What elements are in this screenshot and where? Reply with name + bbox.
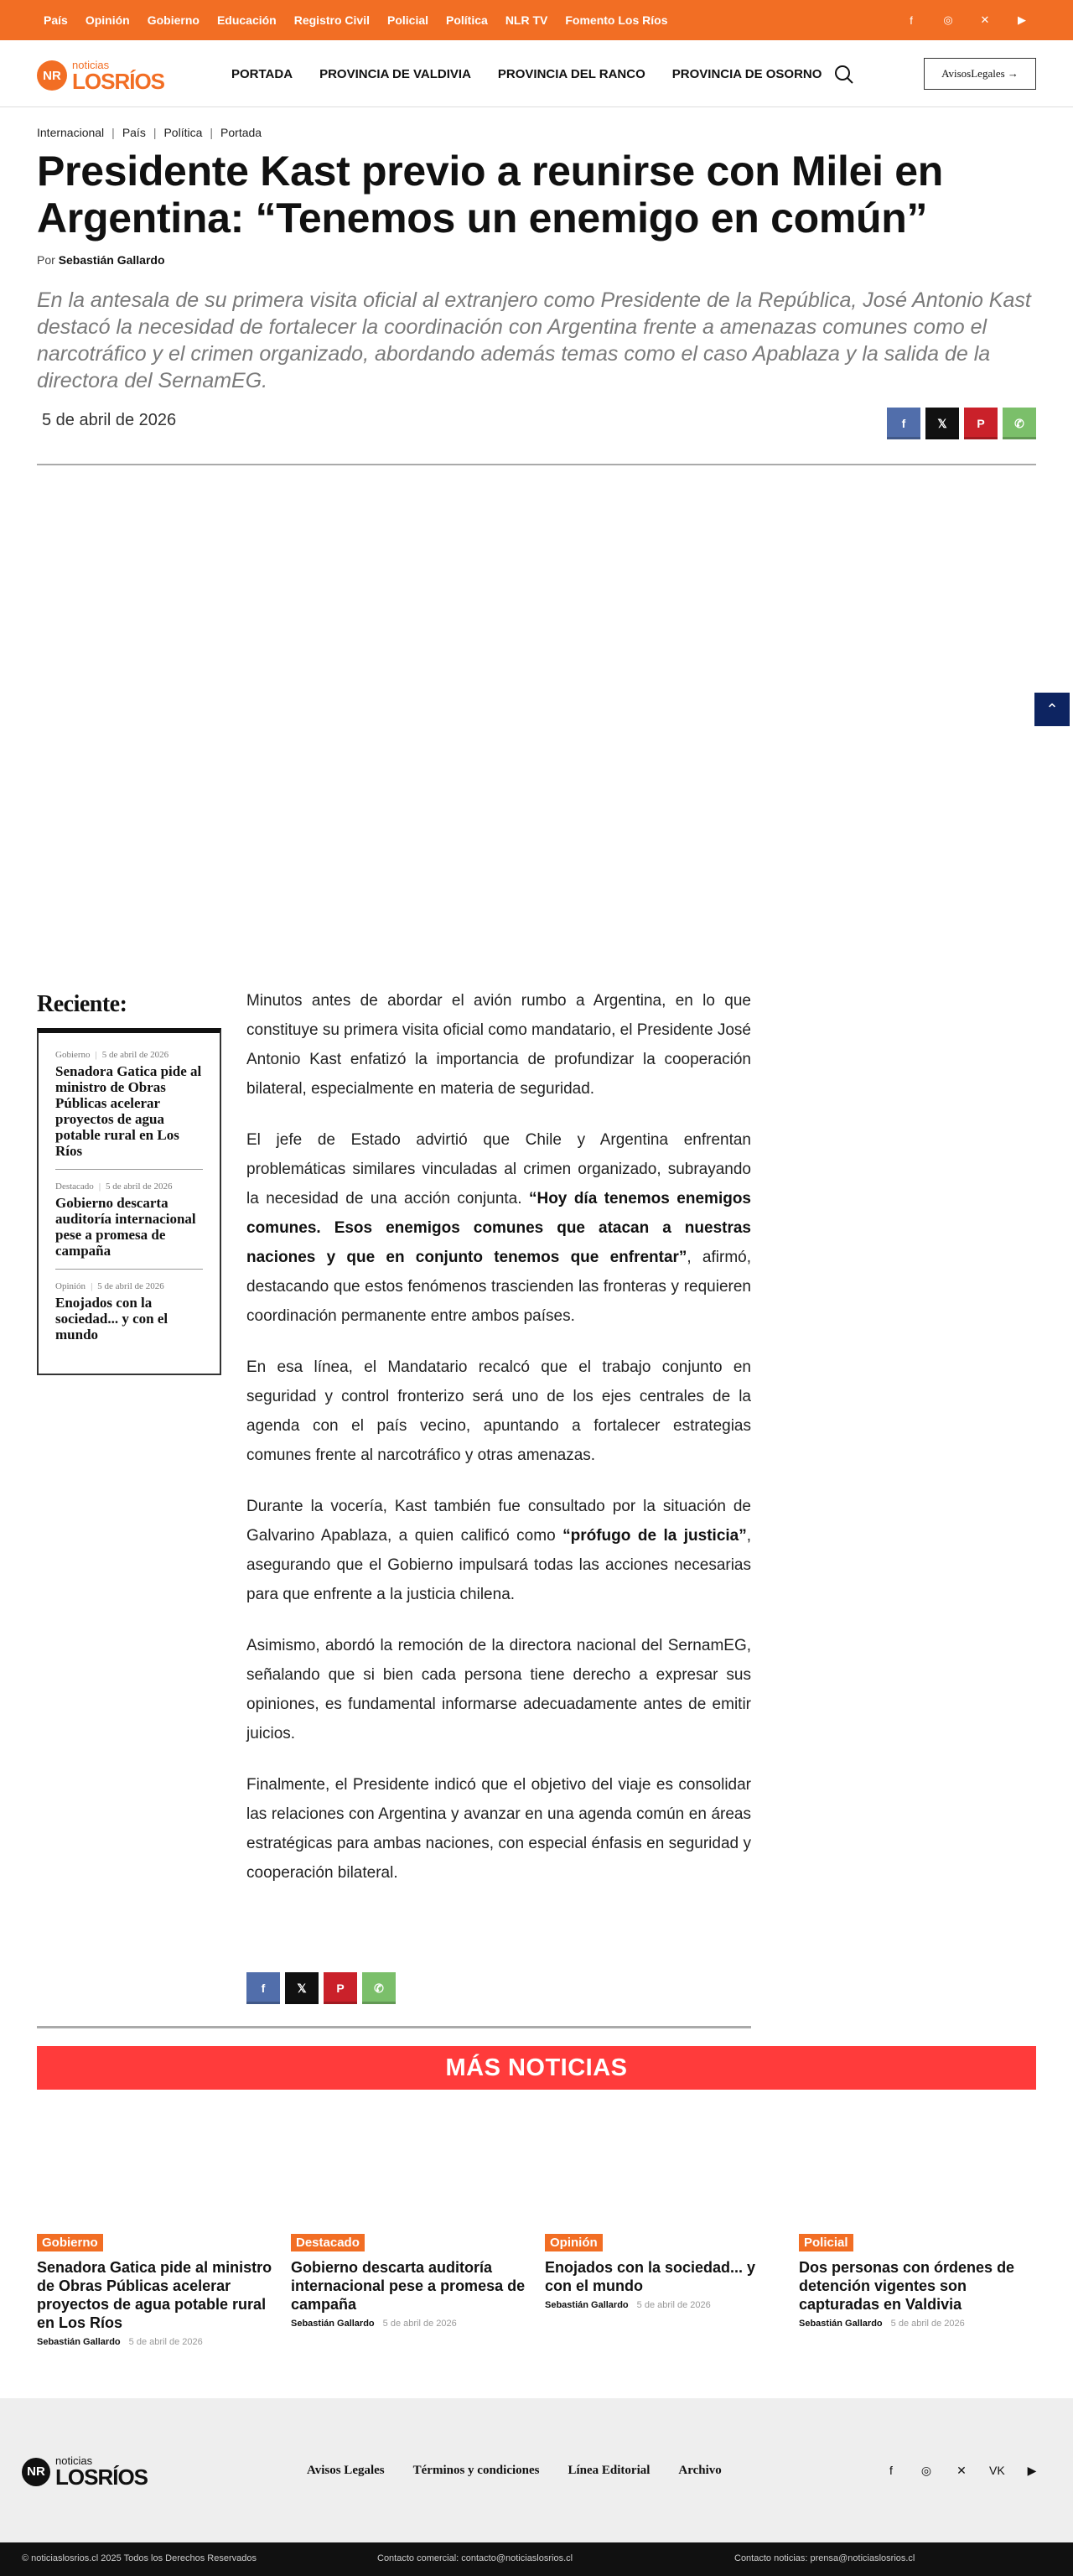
copyright: © noticiaslosrios.cl 2025 Todos los Derechos Reservados [22, 2553, 257, 2563]
top-link-educacion[interactable]: Educación [216, 13, 277, 27]
footer-link-linea-editorial[interactable]: Línea Editorial [568, 2463, 651, 2477]
recent-date: 5 de abril de 2026 [97, 1281, 164, 1291]
card-date: 5 de abril de 2026 [890, 2319, 965, 2329]
more-news-banner: MÁS NOTICIAS [37, 2046, 1036, 2090]
card-title[interactable]: Dos personas con órdenes de detención vigentes son capturadas en Valdivia [799, 2259, 1015, 2313]
recent-category[interactable]: Opinión [55, 1281, 86, 1291]
paragraph: En esa línea, el Mandatario recalcó que el trabajo conjunto en seguridad y control fronterizo será uno de los ejes centrales de la agenda con el país vecino, apuntando a fortalecer estrategias comunes frente al narcotráfico y otras amenazas. [246, 1358, 751, 1464]
site-footer [0, 2398, 1073, 2542]
paragraph: Asimismo, abordó la remoción de la directora nacional del SernamEG, señalando que si bien cada persona tiene derecho a expresar sus opiniones, es fundamental informarse adecuadamente antes de emitir juicios. [246, 1637, 751, 1742]
quote-bold: “prófugo de la justicia” [562, 1527, 747, 1545]
card-category[interactable]: Policial [799, 2234, 853, 2251]
recent-list [37, 1028, 221, 1375]
breadcrumb: Internacional | País | Política | Portada [37, 126, 262, 139]
paragraph: Minutos antes de abordar el avión rumbo a Argentina, en lo que constituye su primera visita oficial como mandatario, el Presidente José Antonio Kast enfatizó la importancia de profundizar la cooperación bilateral, especialmente en materia de seguridad. [246, 992, 751, 1098]
bottom-bar [0, 2542, 1073, 2576]
article-date: 5 de abril de 2026 [42, 411, 177, 429]
top-bar [0, 0, 1073, 40]
recent-category[interactable]: Gobierno [55, 1050, 91, 1060]
recent-item[interactable]: Gobierno | 5 de abril de 2026 Senadora Gatica pide al ministro de Obras Públicas acelerar proyectos de agua potable rural en Los Ríos [55, 1050, 203, 1170]
avisos-legales-button[interactable]: AvisosLegales → [924, 58, 1036, 90]
youtube-icon[interactable]: ▶ [1027, 2463, 1037, 2477]
card-title[interactable]: Enojados con la sociedad... y con el mundo [545, 2259, 756, 2294]
chevron-up-icon: ⌃ [1045, 700, 1059, 718]
x-icon[interactable]: ✕ [980, 13, 990, 26]
more-news-cards [37, 2234, 1036, 2347]
paragraph: El jefe de Estado advirtió que Chile y Argentina enfrentan problemáticas similares vinculadas al crimen organizado, subrayando la necesidad de una acción conjunta. “Hoy día tenemos enemigos comunes. Esos enemigos comunes que atacan a nuestras naciones y que en conjunto tenemos que enfrentar”, afirmó, destacando que estos fenómenos trascienden las fronteras y requieren coordinación permanente entre ambos países. [246, 1131, 751, 1325]
card-author[interactable]: Sebastián Gallardo [799, 2319, 883, 2329]
nav-portada[interactable]: PORTADA [231, 66, 293, 81]
logo-mark-icon: NR [37, 60, 67, 91]
top-link-registro-civil[interactable]: Registro Civil [293, 13, 370, 27]
nav-valdivia[interactable]: PROVINCIA DE VALDIVIA [319, 66, 471, 81]
recent-item[interactable]: Opinión | 5 de abril de 2026 Enojados con la sociedad... y con el mundo [55, 1281, 203, 1353]
share-buttons-top [887, 408, 1036, 439]
recent-headline[interactable]: Senadora Gatica pide al ministro de Obras Públicas acelerar proyectos de agua potable rural en Los Ríos [55, 1063, 202, 1159]
share-buttons-bottom [246, 1972, 396, 2004]
breadcrumb-pais[interactable]: País [122, 126, 146, 139]
share-facebook-button[interactable]: f [887, 408, 920, 439]
share-facebook-button[interactable]: f [246, 1972, 280, 2004]
top-link-opinion[interactable]: Opinión [85, 13, 130, 27]
recent-headline[interactable]: Enojados con la sociedad... y con el mundo [55, 1295, 168, 1343]
main-nav [231, 40, 822, 107]
recent-headline[interactable]: Gobierno descarta auditoría internacional pese a promesa de campaña [55, 1195, 196, 1259]
card-author[interactable]: Sebastián Gallardo [37, 2337, 121, 2347]
card-date: 5 de abril de 2026 [636, 2300, 711, 2310]
top-link-policial[interactable]: Policial [386, 13, 429, 27]
vk-icon[interactable]: VK [989, 2464, 1005, 2477]
contact-commercial[interactable]: Contacto comercial: contacto@noticiaslosrios.cl [377, 2553, 573, 2563]
author-link[interactable]: Sebastián Gallardo [58, 253, 165, 267]
x-icon[interactable]: ✕ [956, 2463, 967, 2477]
facebook-icon[interactable]: f [889, 2464, 893, 2477]
card-title[interactable]: Gobierno descarta auditoría internacional pese a promesa de campaña [291, 2259, 526, 2313]
share-pinterest-button[interactable]: P [964, 408, 998, 439]
footer-logo[interactable]: NR noticias LOSRÍOS [22, 2455, 148, 2488]
card-author[interactable]: Sebastián Gallardo [545, 2300, 629, 2310]
search-icon[interactable] [833, 64, 855, 86]
recent-category[interactable]: Destacado [55, 1182, 94, 1192]
footer-link-archivo[interactable]: Archivo [678, 2463, 722, 2477]
card-category[interactable]: Opinión [545, 2234, 603, 2251]
article-body [246, 986, 751, 1909]
article-lead: En la antesala de su primera visita oficial al extranjero como Presidente de la República, José Antonio Kast destacó la necesidad de fortalecer la coordinación con Argentina frente a amenazas comunes como el narcotráfico y el crimen organizado, abordando además temas como el caso Apablaza y la salida de la directora del SernamEG. [37, 288, 1031, 392]
nav-ranco[interactable]: PROVINCIA DEL RANCO [497, 66, 645, 81]
quote-bold: “Hoy día tenemos enemigos comunes. Esos enemigos comunes que atacan a nuestras naciones y que en conjunto tenemos que enfrentar” [246, 1190, 751, 1266]
logo-mark-icon: NR [22, 2458, 50, 2486]
card-category[interactable]: Destacado [291, 2234, 365, 2251]
breadcrumb-portada[interactable]: Portada [220, 126, 262, 139]
site-header [0, 40, 1073, 107]
card-author[interactable]: Sebastián Gallardo [291, 2319, 375, 2329]
breadcrumb-internacional[interactable]: Internacional [37, 126, 105, 139]
card-date: 5 de abril de 2026 [382, 2319, 457, 2329]
news-card[interactable] [799, 2234, 1036, 2347]
divider [37, 464, 1036, 465]
paragraph: Durante la vocería, Kast también fue consultado por la situación de Galvarino Apablaza, a quien calificó como “prófugo de la justicia”, asegurando que el Gobierno impulsará todas las acciones necesarias para que enfrente a la justicia chilena. [246, 1498, 752, 1603]
share-pinterest-button[interactable]: P [324, 1972, 357, 2004]
news-card[interactable] [37, 2234, 291, 2347]
footer-link-terminos[interactable]: Términos y condiciones [412, 2463, 540, 2477]
news-card[interactable] [291, 2234, 545, 2347]
contact-news[interactable]: Contacto noticias: prensa@noticiaslosrios.cl [734, 2553, 915, 2563]
top-socials [904, 0, 1029, 40]
share-whatsapp-button[interactable]: ✆ [1003, 408, 1036, 439]
top-link-fomento[interactable]: Fomento Los Ríos [565, 13, 668, 27]
card-category[interactable]: Gobierno [37, 2234, 103, 2251]
top-link-gobierno[interactable]: Gobierno [147, 13, 200, 27]
logo-big-text: LOSRÍOS [72, 68, 165, 94]
news-card[interactable] [545, 2234, 799, 2347]
card-date: 5 de abril de 2026 [128, 2337, 203, 2347]
article-title: Presidente Kast previo a reunirse con Milei en Argentina: “Tenemos un enemigo en común” [37, 148, 944, 242]
share-whatsapp-button[interactable]: ✆ [362, 1972, 396, 2004]
recent-title: Reciente: [37, 991, 127, 1017]
back-to-top-button[interactable] [1034, 693, 1070, 726]
share-x-button[interactable]: 𝕏 [925, 408, 959, 439]
nav-osorno[interactable]: PROVINCIA DE OSORNO [671, 66, 822, 81]
facebook-icon[interactable]: f [910, 13, 913, 27]
footer-links [307, 2398, 722, 2542]
top-link-politica[interactable]: Política [446, 13, 488, 27]
recent-date: 5 de abril de 2026 [101, 1050, 169, 1060]
youtube-icon[interactable]: ▶ [1018, 13, 1026, 26]
top-link-pais[interactable]: País [44, 13, 68, 27]
share-x-button[interactable]: 𝕏 [285, 1972, 319, 2004]
instagram-icon[interactable]: ◎ [920, 2463, 932, 2477]
top-link-nlr-tv[interactable]: NLR TV [505, 13, 548, 27]
top-categories [44, 0, 686, 40]
site-logo[interactable] [37, 59, 164, 92]
instagram-icon[interactable]: ◎ [943, 13, 953, 26]
divider [37, 2026, 751, 2028]
breadcrumb-politica[interactable]: Política [163, 126, 203, 139]
card-title[interactable]: Senadora Gatica pide al ministro de Obras Públicas acelerar proyectos de agua potable rural en Los Ríos [37, 2259, 272, 2331]
recent-item[interactable]: Destacado | 5 de abril de 2026 Gobierno descarta auditoría internacional pese a promesa de campaña [55, 1182, 203, 1270]
recent-date: 5 de abril de 2026 [106, 1182, 173, 1192]
logo-small-text: noticias [72, 58, 110, 71]
paragraph: Finalmente, el Presidente indicó que el objetivo del viaje es consolidar las relaciones con Argentina y avanzar en una agenda común en áreas estratégicas para ambas naciones, con especial énfasis en seguridad y cooperación bilateral. [246, 1776, 751, 1882]
footer-link-avisos[interactable]: Avisos Legales [307, 2463, 385, 2477]
footer-socials [884, 2398, 1039, 2542]
byline: Por Sebastián Gallardo [37, 253, 165, 267]
